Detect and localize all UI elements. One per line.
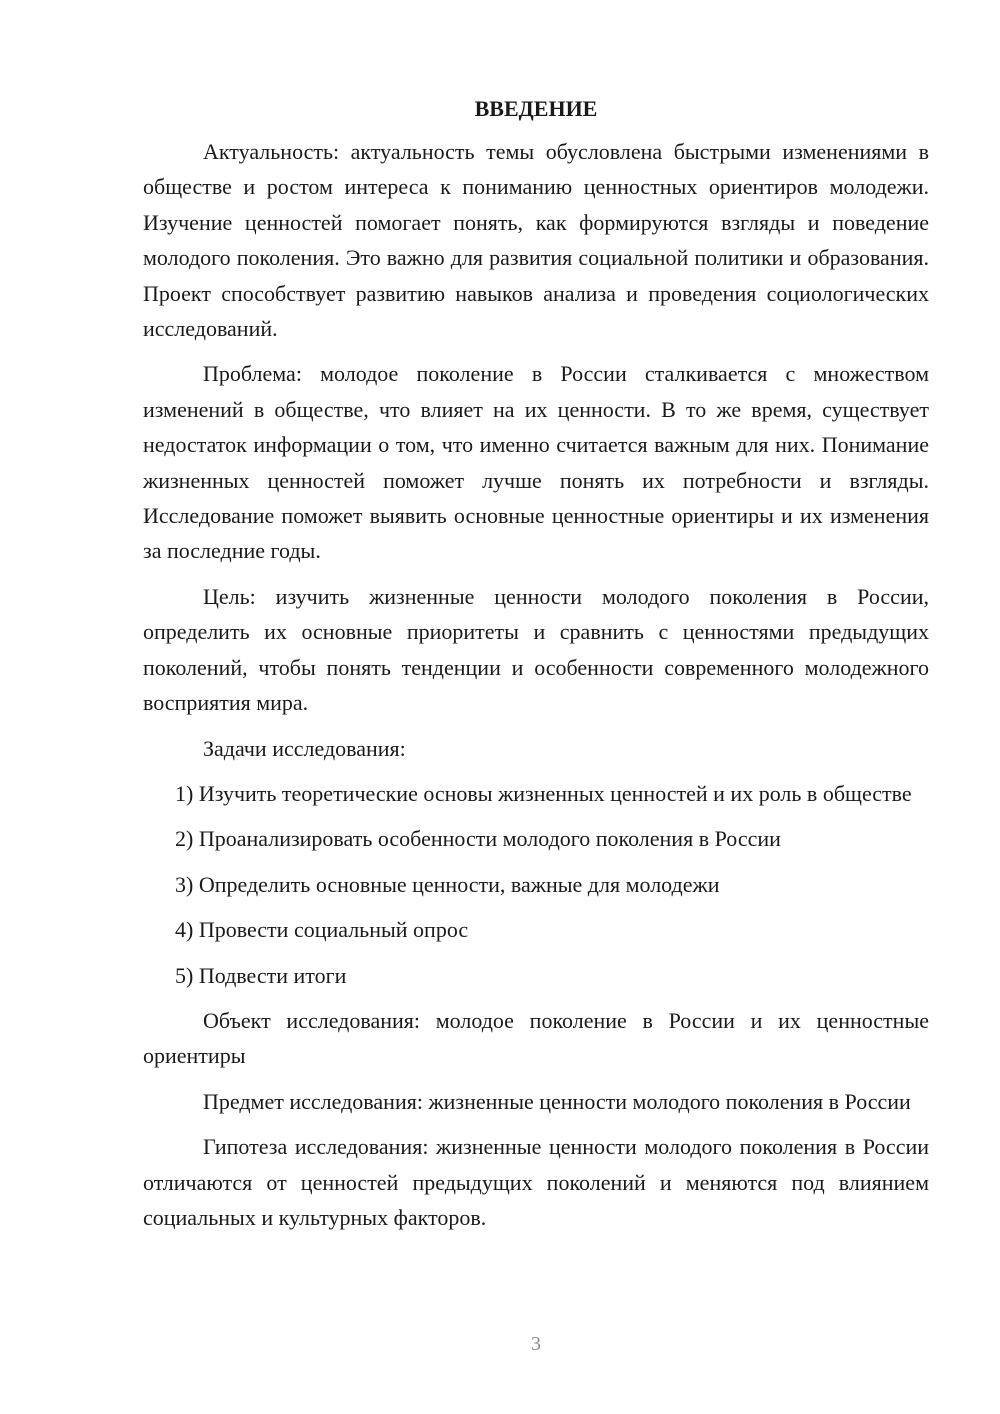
list-item: 3) Определить основные ценности, важные для молодежи (175, 871, 720, 897)
paragraph-hypothesis: Гипотеза исследования: жизненные ценности молодого поколения в России отличаются от ценностей предыдущих поколений и меняются под влиянием социальных и культурных факторов. (143, 1134, 929, 1230)
list-item: 1) Изучить теоретические основы жизненных ценностей и их роль в обществе (175, 780, 912, 806)
page-number: 3 (531, 1333, 541, 1355)
tasks-list (143, 776, 929, 993)
list-item: 4) Провести социальный опрос (175, 917, 469, 943)
paragraph-object: Объект исследования: молодое поколение в России и их ценностные ориентиры (143, 1007, 929, 1069)
list-item: 5) Подвести итоги (175, 962, 347, 988)
paragraph-goal: Цель: изучить жизненные ценности молодого поколения в России, определить их основные приоритеты и сравнить с ценностями предыдущих поколений, чтобы понять тенденции и особенности современного молодежного восприятия мира. (143, 583, 929, 716)
paragraph-problem: Проблема: молодое поколение в России сталкивается с множеством изменений в обществе, что влияет на их ценности. В то же время, существует недостаток информации о том, что именно считается важным для них. Понимание жизненных ценностей поможет лучше понять их потребности и взгляды. Исследование поможет выявить основные ценностные ориентиры и их изменения за последние годы. (143, 361, 929, 564)
document-page (143, 94, 929, 1245)
paragraph-subject: Предмет исследования: жизненные ценности молодого поколения в России (203, 1088, 911, 1114)
page-title: ВВЕДЕНИЕ (474, 96, 598, 121)
tasks-heading: Задачи исследования: (203, 735, 406, 761)
paragraph-relevance: Актуальность: актуальность темы обусловлена быстрыми изменениями в обществе и ростом интереса к пониманию ценностных ориентиров молодежи. Изучение ценностей помогает понять, как формируются взгляды и поведение молодого поколения. Это важно для развития социальной политики и образования. Проект способствует развитию навыков анализа и проведения социологических исследований. (143, 139, 929, 342)
list-item: 2) Проанализировать особенности молодого поколения в России (175, 826, 781, 852)
